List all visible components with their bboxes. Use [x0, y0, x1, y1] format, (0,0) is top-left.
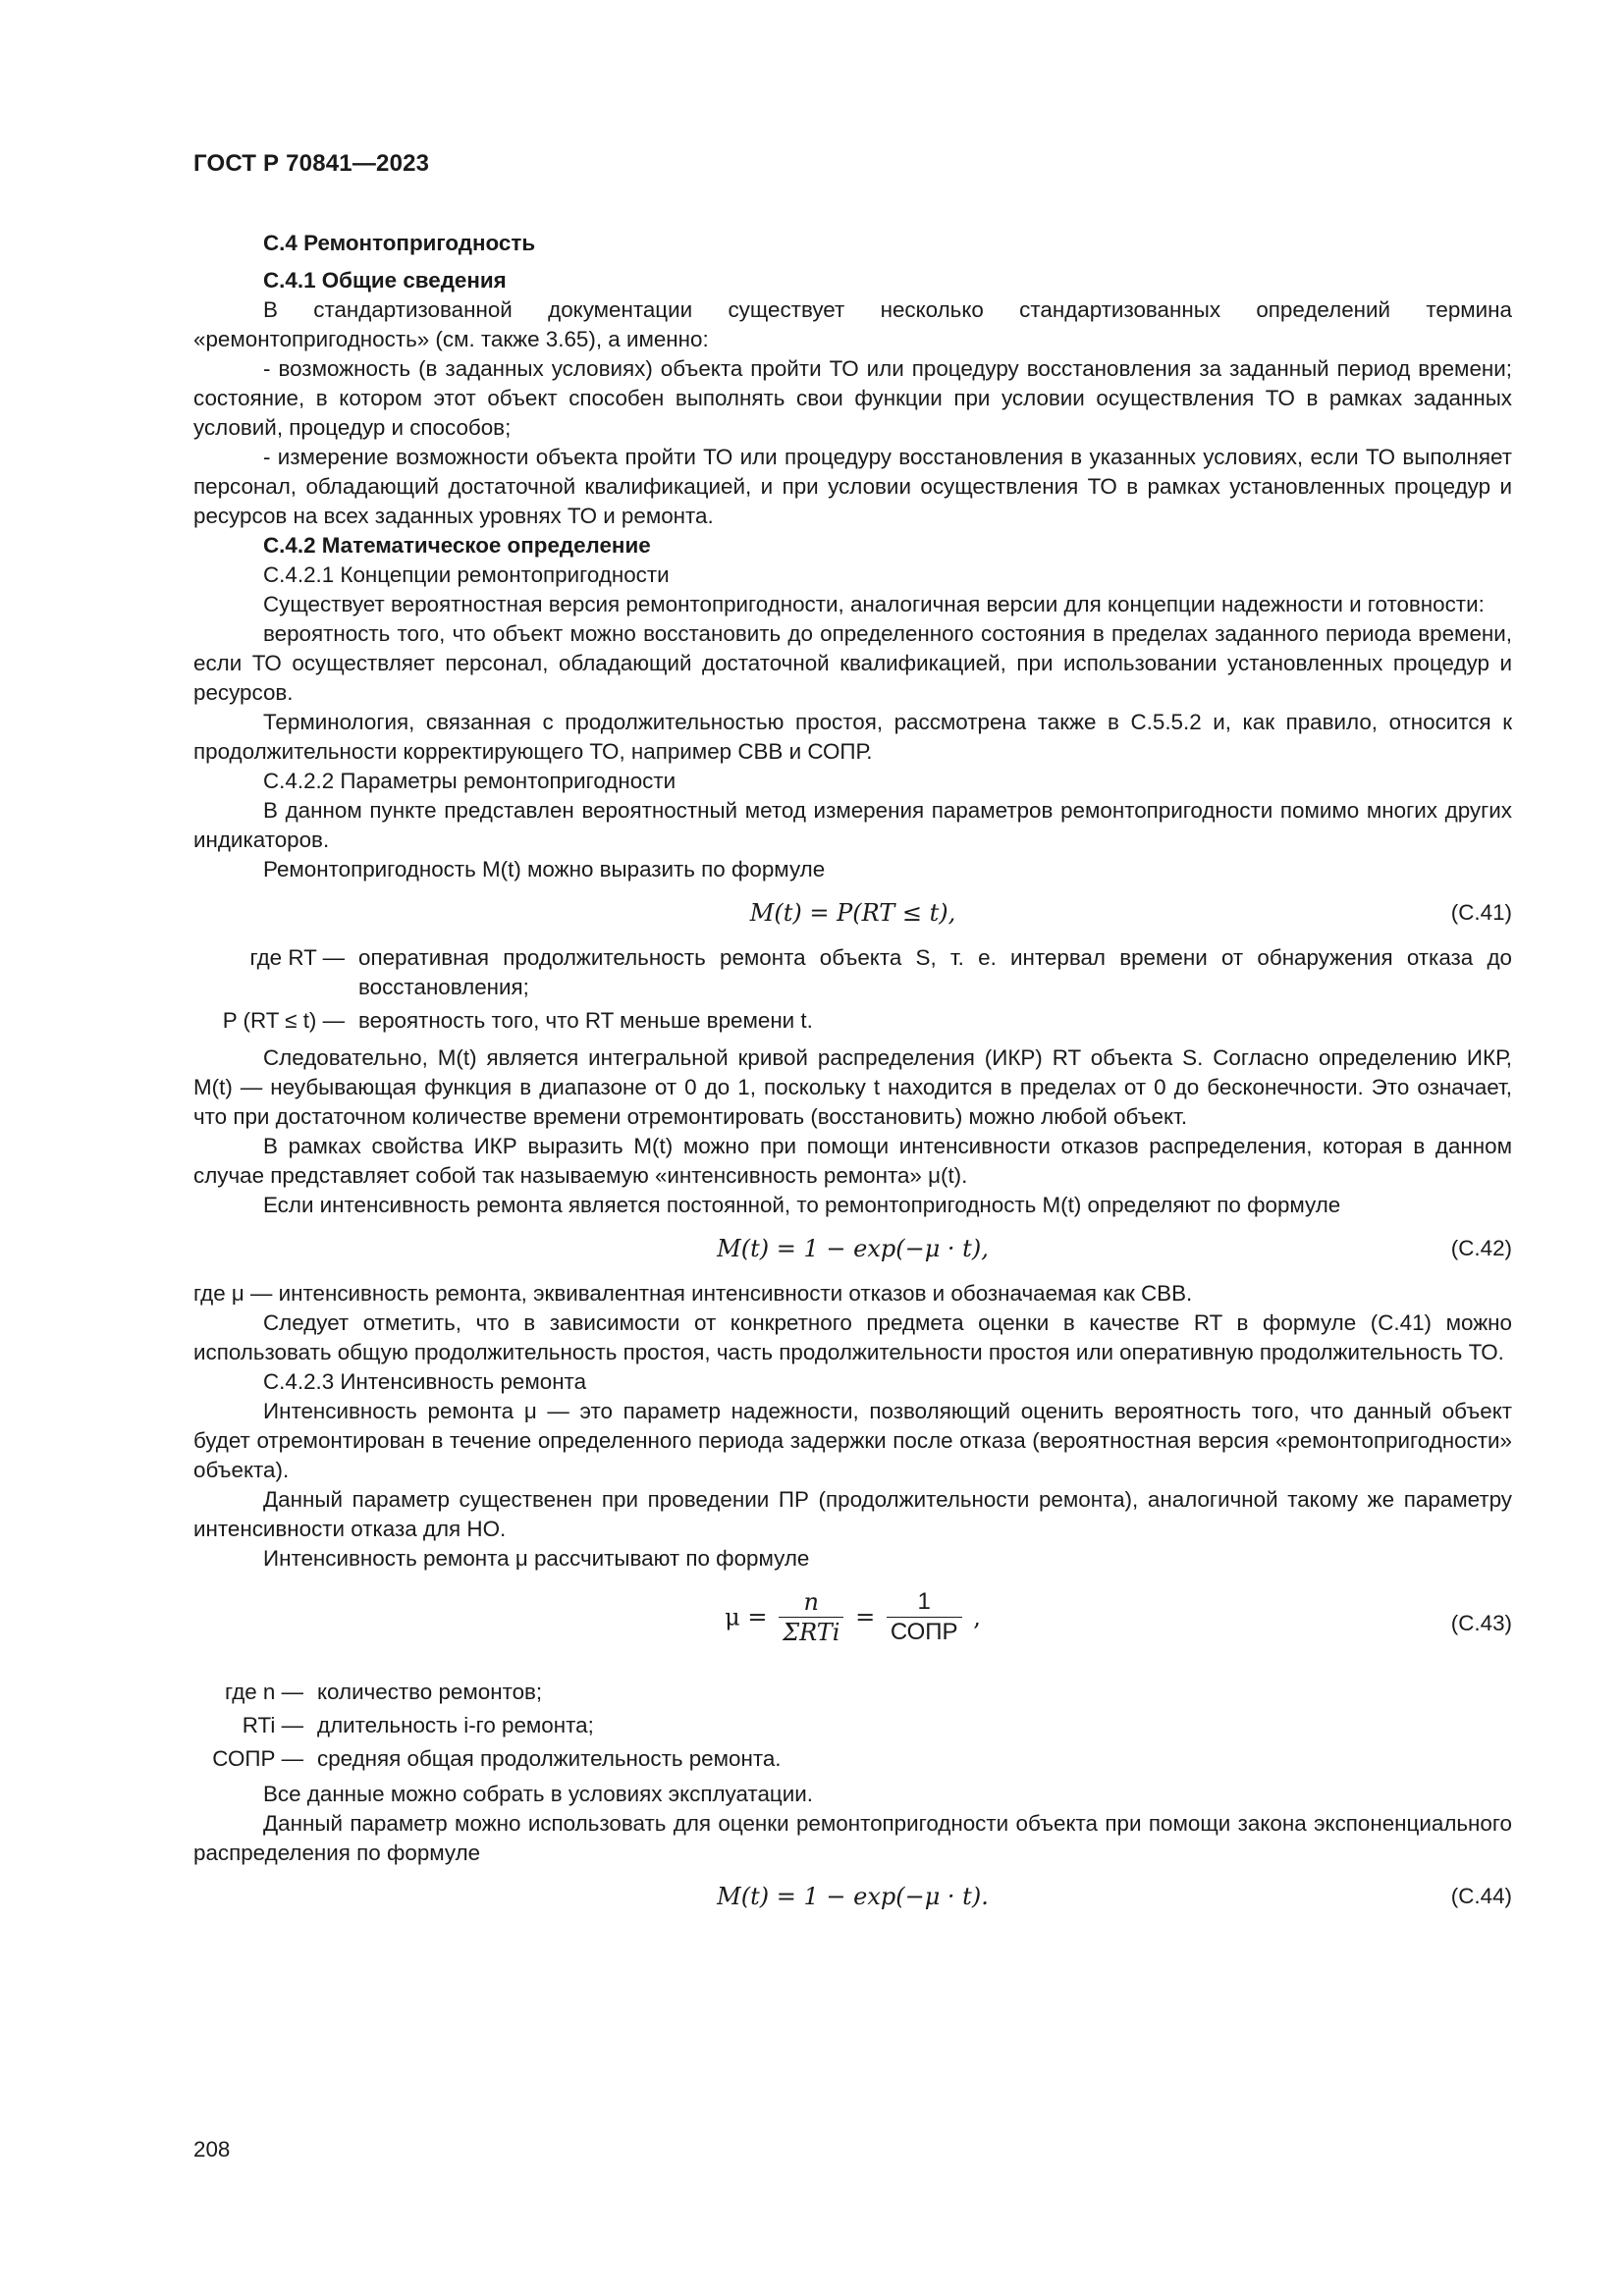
paragraph: Данный параметр можно использовать для оценки ремонтопригодности объекта при помощи закона экспоненциального распределения по формуле — [193, 1811, 1512, 1865]
definition-term: P (RT ≤ t) — — [222, 1008, 345, 1033]
equation-lhs: μ = — [725, 1603, 768, 1631]
document-header: ГОСТ Р 70841—2023 — [193, 150, 430, 177]
subsection-title-c421: С.4.2.1 Концепции ремонтопригодности — [263, 562, 670, 587]
fraction-denominator: ΣRTi — [779, 1617, 843, 1647]
equation-number: (С.42) — [1450, 1236, 1512, 1260]
paragraph: Существует вероятностная версия ремонтопригодности, аналогичная версии для концепции надежности и готовности: — [263, 592, 1485, 616]
equation-c41 — [193, 898, 1512, 928]
paragraph: Интенсивность ремонта μ рассчитывают по формуле — [263, 1546, 810, 1571]
equation-c44 — [193, 1882, 1512, 1911]
page-body — [193, 229, 1512, 1927]
equation-expression: M(t) = P(RT ≤ t), — [749, 899, 956, 927]
equation-c43 — [193, 1587, 1512, 1662]
definition-row — [193, 1006, 1512, 1036]
equation-expression: M(t) = 1 − exp(−μ · t), — [717, 1235, 989, 1262]
section-title-c41: С.4.1 Общие сведения — [263, 268, 507, 293]
definition-row — [193, 943, 1512, 1002]
definition-term: где n — — [225, 1680, 303, 1704]
equation-expression — [193, 1587, 1512, 1647]
paragraph: В стандартизованной документации существует несколько стандартизованных определений термина «ремонтопригодность» (см. также 3.65), а именно: — [193, 297, 1512, 351]
definition-term: СОПР — — [212, 1746, 303, 1771]
fraction-numerator: n — [803, 1588, 820, 1616]
paragraph: Терминология, связанная с продолжительностью простоя, рассмотрена также в С.5.5.2 и, как правило, относится к продолжительности корректирующего ТО, например СВВ и СОПР. — [193, 710, 1512, 764]
section-title-c4: С.4 Ремонтопригодность — [263, 231, 536, 255]
paragraph: где μ — интенсивность ремонта, эквивалентная интенсивности отказов и обозначаемая как СВВ. — [193, 1281, 1193, 1306]
equation-number: (С.44) — [1450, 1884, 1512, 1908]
paragraph: В рамках свойства ИКР выразить M(t) можно при помощи интенсивности отказов распределения, которая в данном случае представляет собой так называемую «интенсивность ремонта» μ(t). — [193, 1134, 1512, 1188]
equation-equals: = — [855, 1603, 876, 1631]
fraction-numerator: 1 — [917, 1588, 931, 1615]
paragraph: В данном пункте представлен вероятностный метод измерения параметров ремонтопригодности помимо многих других индикаторов. — [193, 798, 1512, 852]
definition-text: количество ремонтов; — [317, 1680, 543, 1704]
page-number: 208 — [193, 2137, 231, 2162]
equation-tail: , — [973, 1603, 981, 1631]
paragraph: Следовательно, M(t) является интегральной кривой распределения (ИКР) RT объекта S. Согласно определению ИКР, M(t) — неубывающая функция в диапазоне от 0 до 1, поскольку t находится в пределах от 0 до бесконечности. Это означает, что при достаточном количестве времени отремонтировать (восстановить) можно любой объект. — [193, 1045, 1512, 1129]
paragraph: Следует отметить, что в зависимости от конкретного предмета оценки в качестве RT в формуле (С.41) можно использовать общую продолжительность простоя, часть продолжительности простоя или оперативную продолжительность ТО. — [193, 1310, 1512, 1364]
definition-term: где RT — — [249, 945, 345, 970]
definition-row — [193, 1711, 1512, 1740]
definition-row — [193, 1744, 1512, 1774]
definition-term: RTi — — [242, 1713, 303, 1737]
subsection-title-c423: С.4.2.3 Интенсивность ремонта — [263, 1369, 587, 1394]
paragraph: Ремонтопригодность M(t) можно выразить по формуле — [263, 857, 826, 881]
subsection-title-c422: С.4.2.2 Параметры ремонтопригодности — [263, 769, 677, 793]
definition-text: вероятность того, что RT меньше времени t. — [358, 1008, 813, 1033]
equation-number: (С.43) — [1450, 1611, 1512, 1635]
definition-row — [193, 1678, 1512, 1707]
section-title-c42: С.4.2 Математическое определение — [263, 533, 651, 558]
fraction — [887, 1587, 962, 1647]
definition-text: оперативная продолжительность ремонта объекта S, т. е. интервал времени от обнаружения отказа до восстановления; — [358, 945, 1512, 999]
paragraph: Все данные можно собрать в условиях эксплуатации. — [263, 1782, 813, 1806]
list-item: - возможность (в заданных условиях) объекта пройти ТО или процедуру восстановления за заданный период времени; состояние, в котором этот объект способен выполнять свои функции при условии осуществления ТО в рамках заданных условий, процедур и способов; — [193, 356, 1512, 440]
paragraph: Данный параметр существенен при проведении ПР (продолжительности ремонта), аналогичной такому же параметру интенсивности отказа для НО. — [193, 1487, 1512, 1541]
equation-c42 — [193, 1234, 1512, 1263]
equation-number: (С.41) — [1450, 900, 1512, 925]
definition-text: длительность i-го ремонта; — [317, 1713, 594, 1737]
fraction-denominator: СОПР — [887, 1617, 962, 1647]
equation-expression: M(t) = 1 − exp(−μ · t). — [717, 1883, 989, 1910]
paragraph: Если интенсивность ремонта является постоянной, то ремонтопригодность M(t) определяют по формуле — [263, 1193, 1341, 1217]
paragraph: Интенсивность ремонта μ — это параметр надежности, позволяющий оценить вероятность того, что данный объект будет отремонтирован в течение определенного периода задержки после отказа (вероятностная версия «ремонтопригодности» объекта). — [193, 1399, 1512, 1482]
list-item: - измерение возможности объекта пройти ТО или процедуру восстановления в указанных условиях, если ТО выполняет персонал, обладающий достаточной квалификацией, и при условии осуществления ТО в рамках установленных процедур и ресурсов на всех заданных уровнях ТО и ремонта. — [193, 445, 1512, 528]
fraction — [779, 1587, 843, 1647]
paragraph: вероятность того, что объект можно восстановить до определенного состояния в пределах заданного периода времени, если ТО осуществляет персонал, обладающий достаточной квалификацией, при использовании установленных процедур и ресурсов. — [193, 621, 1512, 705]
definition-text: средняя общая продолжительность ремонта. — [317, 1746, 782, 1771]
